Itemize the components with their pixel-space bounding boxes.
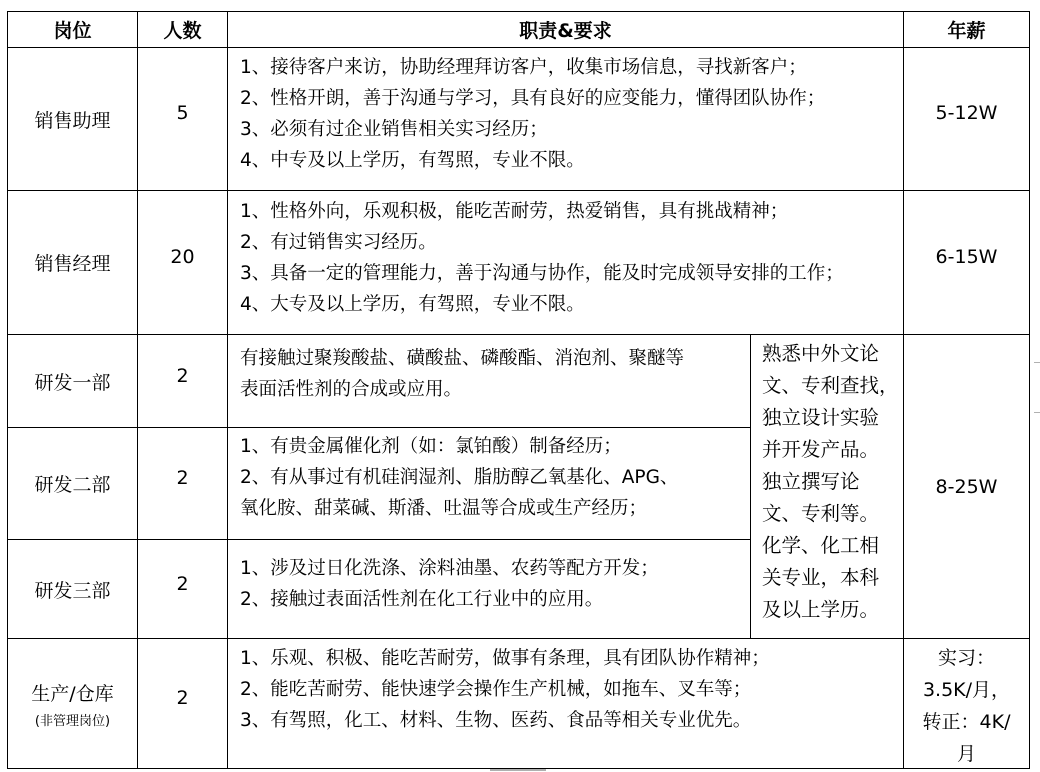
- rd-requirement-line: 独立设计实验: [762, 406, 880, 429]
- table-row-count: 2: [176, 687, 189, 709]
- rd-requirement-line: 文、专利查找，: [762, 374, 899, 397]
- position-note: (非管理岗位): [34, 713, 111, 729]
- salary-line: 3.5K/月，: [922, 679, 1011, 701]
- edge-artifact: [1034, 362, 1040, 363]
- salary-line: 实习：: [937, 647, 995, 669]
- table-border-right: [1029, 11, 1030, 769]
- duty-line: 2、接触过表面活性剂在化工行业中的应用。: [240, 589, 604, 610]
- rd-requirement-line: 并开发产品。: [762, 438, 880, 461]
- table-row-duties: [228, 643, 903, 736]
- table-row-duties: [228, 196, 903, 320]
- table-row-position: 研发一部: [34, 371, 111, 394]
- header-position: 岗位: [53, 20, 92, 42]
- table-row-duties: [228, 52, 903, 176]
- rd-shared-salary: 8-25W: [935, 475, 998, 498]
- duty-line: 1、有贵金属催化剂（如：氯铂酸）制备经历；: [240, 436, 622, 457]
- table-row-salary: 5-12W: [935, 102, 998, 124]
- duty-line: 2、性格开朗，善于沟通与学习，具有良好的应变能力，懂得团队协作；: [240, 88, 826, 109]
- duty-line: 1、接待客户来访，协助经理拜访客户，收集市场信息，寻找新客户；: [240, 57, 807, 78]
- table-row-position: 研发二部: [34, 474, 111, 496]
- rd-requirement-line: 独立撰写论: [762, 470, 860, 493]
- duty-line: 3、有驾照，化工、材料、生物、医药、食品等相关专业优先。: [240, 710, 752, 731]
- duty-line: 4、中专及以上学历，有驾照，专业不限。: [240, 150, 585, 171]
- table-row-salary: [904, 642, 1029, 770]
- table-row-position: 销售经理: [34, 253, 111, 275]
- position-label: 生产/仓库: [31, 682, 114, 705]
- duty-line: 2、有过销售实习经历。: [240, 232, 437, 253]
- duty-line: 1、涉及过日化洗涤、涂料油墨、农药等配方开发；: [240, 558, 659, 579]
- table-row-duties: [228, 343, 750, 405]
- table-row-count: 20: [170, 245, 195, 268]
- salary-line: 转正：4K/: [922, 711, 1011, 733]
- table-row-position: 研发三部: [34, 579, 111, 602]
- rd-shared-requirements: [751, 338, 903, 626]
- rd-requirement-line: 熟悉中外文论: [762, 342, 880, 365]
- duty-line: 4、大专及以上学历，有驾照，专业不限。: [240, 294, 585, 315]
- table-row-count: 5: [176, 102, 189, 124]
- table-row-count: 2: [176, 467, 189, 489]
- duty-line: 3、具备一定的管理能力，善于沟通与协作，能及时完成领导安排的工作；: [240, 263, 844, 284]
- header-salary: 年薪: [947, 20, 986, 42]
- table-row-count: 2: [176, 365, 189, 387]
- duty-line: 氧化胺、甜菜碱、斯潘、吐温等合成或生产经历；: [240, 498, 648, 519]
- table-row-count: 2: [176, 573, 189, 595]
- duty-line: 有接触过聚羧酸盐、磺酸盐、磷酸酯、消泡剂、聚醚等: [240, 348, 685, 369]
- table-row-position: 销售助理: [34, 109, 111, 132]
- duty-line: 1、性格外向，乐观积极，能吃苦耐劳，热爱销售，具有挑战精神；: [240, 201, 789, 222]
- duty-line: 2、能吃苦耐劳、能快速学会操作生产机械，如拖车、叉车等；: [240, 679, 752, 700]
- duty-line: 表面活性剂的合成或应用。: [240, 379, 463, 400]
- table-row-duties: [228, 431, 750, 524]
- rd-requirement-line: 关专业，本科: [762, 566, 880, 589]
- table-row-duties: [228, 553, 750, 615]
- duty-line: 1、乐观、积极、能吃苦耐劳，做事有条理，具有团队协作精神；: [240, 648, 770, 669]
- table-row-position: [8, 639, 137, 768]
- rd-requirement-line: 及以上学历。: [762, 598, 880, 621]
- rd-requirement-line: 文、专利等。: [762, 502, 880, 525]
- table-row-salary: 6-15W: [935, 245, 998, 268]
- edge-artifact: [1034, 412, 1040, 413]
- salary-line: 月: [956, 743, 976, 765]
- header-duty: 职责&要求: [519, 20, 612, 42]
- duty-line: 3、必须有过企业销售相关实习经历；: [240, 119, 548, 140]
- rd-requirement-line: 化学、化工相: [762, 534, 880, 557]
- header-count: 人数: [163, 20, 202, 42]
- duty-line: 2、有从事过有机硅润湿剂、脂肪醇乙氧基化、APG、: [240, 467, 679, 488]
- edge-artifact: [490, 769, 546, 771]
